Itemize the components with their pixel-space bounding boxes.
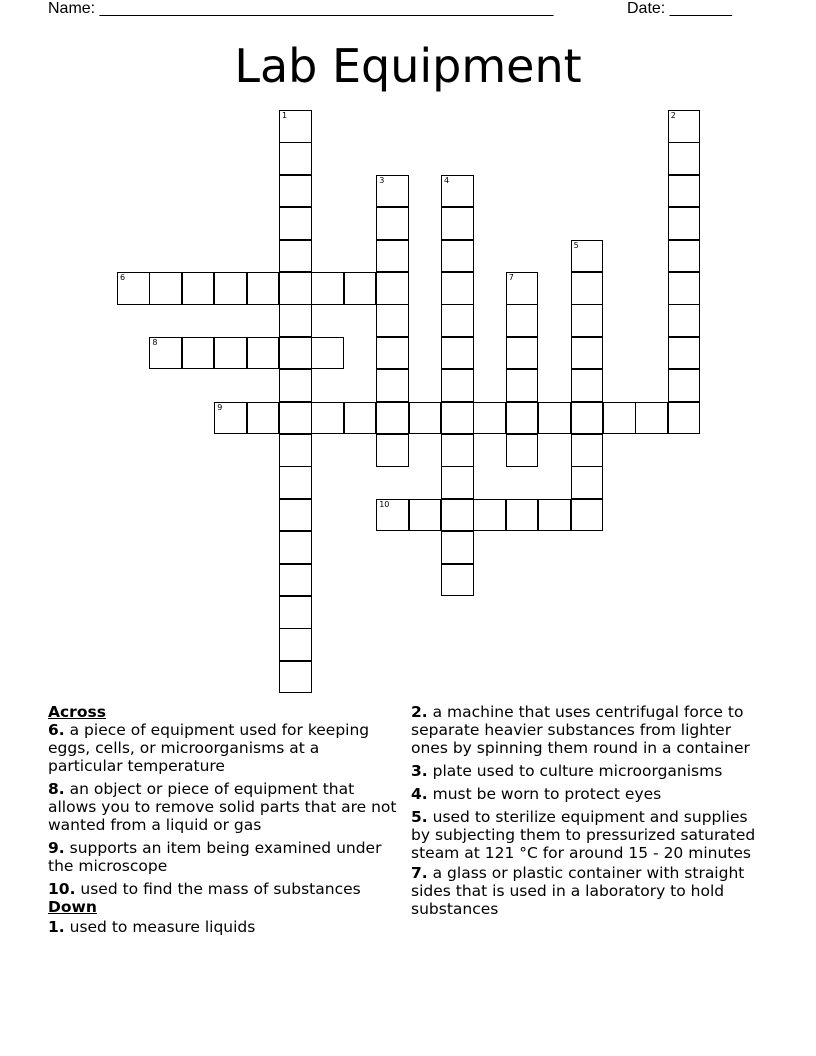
cell-number: 2 bbox=[670, 111, 676, 120]
grid-cell[interactable] bbox=[247, 402, 280, 435]
grid-cell[interactable] bbox=[311, 272, 344, 305]
clue-text: supports an item being examined under the microscope bbox=[48, 839, 382, 875]
grid-cell[interactable] bbox=[149, 337, 182, 370]
grid-cell[interactable] bbox=[441, 369, 474, 402]
grid-cell[interactable] bbox=[603, 402, 636, 435]
grid-cell[interactable] bbox=[668, 304, 701, 337]
grid-cell[interactable] bbox=[279, 207, 312, 240]
grid-cell[interactable] bbox=[344, 272, 377, 305]
grid-cell[interactable] bbox=[441, 304, 474, 337]
grid-cell[interactable] bbox=[117, 272, 150, 305]
clue-text: a piece of equipment used for keeping eggs, cells, or microorganisms at a particular temperature bbox=[48, 721, 370, 775]
grid-cell[interactable] bbox=[279, 466, 312, 499]
grid-cell[interactable] bbox=[344, 402, 377, 435]
grid-cell[interactable] bbox=[506, 272, 539, 305]
grid-cell[interactable] bbox=[279, 628, 312, 661]
grid-cell[interactable] bbox=[376, 499, 409, 532]
clue-across-6 bbox=[48, 721, 398, 775]
grid-cell[interactable] bbox=[279, 596, 312, 629]
cell-number: 9 bbox=[217, 402, 223, 412]
clue-text: an object or piece of equipment that allows you to remove solid parts that are not wanted from a liquid or gas bbox=[48, 780, 397, 834]
grid-cell[interactable] bbox=[441, 175, 474, 208]
grid-cell[interactable] bbox=[182, 272, 215, 305]
cell-number: 7 bbox=[508, 273, 514, 282]
grid-cell[interactable] bbox=[506, 337, 539, 370]
grid-cell[interactable] bbox=[279, 272, 312, 305]
grid-cell[interactable] bbox=[506, 369, 539, 402]
grid-cell[interactable] bbox=[279, 175, 312, 208]
grid-cell[interactable] bbox=[571, 240, 604, 273]
grid-cell[interactable] bbox=[376, 402, 409, 435]
clue-number: 1. bbox=[48, 918, 65, 936]
cell-number: 1 bbox=[282, 111, 288, 120]
grid-cell[interactable] bbox=[668, 337, 701, 370]
grid-cell[interactable] bbox=[409, 499, 442, 532]
grid-cell[interactable] bbox=[571, 499, 604, 532]
cell-number: 4 bbox=[444, 175, 450, 185]
grid-cell[interactable] bbox=[538, 402, 571, 435]
grid-cell[interactable] bbox=[376, 369, 409, 402]
grid-cell[interactable] bbox=[247, 272, 280, 305]
clue-number: 2. bbox=[411, 703, 428, 721]
grid-cell[interactable] bbox=[279, 531, 312, 564]
grid-cell[interactable] bbox=[668, 110, 701, 143]
grid-cell[interactable] bbox=[376, 434, 409, 467]
grid-cell[interactable] bbox=[571, 337, 604, 370]
grid-cell[interactable] bbox=[441, 337, 474, 370]
grid-cell[interactable] bbox=[441, 434, 474, 467]
grid-cell[interactable] bbox=[376, 272, 409, 305]
grid-cell[interactable] bbox=[571, 466, 604, 499]
grid-cell[interactable] bbox=[409, 402, 442, 435]
clue-down-2 bbox=[411, 703, 771, 757]
grid-cell[interactable] bbox=[279, 564, 312, 597]
clue-number: 6. bbox=[48, 721, 65, 739]
grid-cell[interactable] bbox=[571, 369, 604, 402]
grid-cell[interactable] bbox=[473, 402, 506, 435]
cell-number: 5 bbox=[573, 240, 579, 250]
grid-cell[interactable] bbox=[279, 110, 312, 143]
grid-cell[interactable] bbox=[247, 337, 280, 370]
clue-text: used to sterilize equipment and supplies by subjecting them to pressurized saturated steam at 121 °C for around 15 - 20 minutes bbox=[411, 808, 756, 862]
grid-cell[interactable] bbox=[311, 337, 344, 370]
grid-cell[interactable] bbox=[376, 175, 409, 208]
grid-cell[interactable] bbox=[668, 272, 701, 305]
grid-cell[interactable] bbox=[279, 402, 312, 435]
clue-text: used to find the mass of substances bbox=[80, 880, 361, 898]
clue-across-8 bbox=[48, 780, 398, 834]
grid-cell[interactable] bbox=[279, 304, 312, 337]
grid-cell[interactable] bbox=[506, 402, 539, 435]
clue-text: a glass or plastic container with straight sides that is used in a laboratory to hold substances bbox=[411, 864, 745, 918]
grid-cell[interactable] bbox=[311, 402, 344, 435]
grid-cell[interactable] bbox=[182, 337, 215, 370]
grid-cell[interactable] bbox=[635, 402, 668, 435]
cell-number: 6 bbox=[120, 273, 126, 282]
clue-number: 9. bbox=[48, 839, 65, 857]
clue-down-1 bbox=[48, 918, 398, 936]
clue-number: 5. bbox=[411, 808, 428, 826]
name-field-label: Name: ___________________________________________________ bbox=[48, 0, 554, 17]
clue-down-3 bbox=[411, 762, 771, 780]
grid-cell[interactable] bbox=[668, 207, 701, 240]
grid-cell[interactable] bbox=[441, 402, 474, 435]
grid-cell[interactable] bbox=[571, 272, 604, 305]
grid-cell[interactable] bbox=[441, 564, 474, 597]
page-title: Lab Equipment bbox=[234, 39, 582, 93]
grid-cell[interactable] bbox=[149, 272, 182, 305]
grid-cell[interactable] bbox=[279, 661, 312, 694]
grid-cell[interactable] bbox=[538, 499, 571, 532]
grid-cell[interactable] bbox=[279, 240, 312, 273]
clue-text: used to measure liquids bbox=[69, 918, 256, 936]
clue-text: must be worn to protect eyes bbox=[432, 785, 662, 803]
grid-cell[interactable] bbox=[668, 369, 701, 402]
grid-cell[interactable] bbox=[506, 499, 539, 532]
down-heading: Down bbox=[48, 898, 97, 916]
clue-text: a machine that uses centrifugal force to separate heavier substances from lighter ones by spinning them round in a container bbox=[411, 703, 750, 757]
grid-cell[interactable] bbox=[473, 499, 506, 532]
grid-cell[interactable] bbox=[441, 531, 474, 564]
clue-across-9 bbox=[48, 839, 398, 875]
grid-cell[interactable] bbox=[214, 337, 247, 370]
clue-number: 7. bbox=[411, 864, 428, 882]
grid-cell[interactable] bbox=[279, 142, 312, 175]
grid-cell[interactable] bbox=[214, 272, 247, 305]
clue-number: 3. bbox=[411, 762, 428, 780]
grid-cell[interactable] bbox=[571, 434, 604, 467]
grid-cell[interactable] bbox=[279, 499, 312, 532]
grid-cell[interactable] bbox=[506, 304, 539, 337]
grid-cell[interactable] bbox=[376, 304, 409, 337]
clue-down-5 bbox=[411, 808, 771, 862]
cell-number: 8 bbox=[152, 337, 158, 347]
clue-number: 10. bbox=[48, 880, 76, 898]
grid-cell[interactable] bbox=[441, 499, 474, 532]
cell-number: 3 bbox=[379, 175, 385, 185]
grid-cell[interactable] bbox=[279, 434, 312, 467]
grid-cell[interactable] bbox=[376, 240, 409, 273]
grid-cell[interactable] bbox=[441, 466, 474, 499]
clues-column-right bbox=[411, 703, 771, 923]
grid-cell[interactable] bbox=[668, 142, 701, 175]
grid-cell[interactable] bbox=[214, 402, 247, 435]
grid-cell[interactable] bbox=[376, 207, 409, 240]
grid-cell[interactable] bbox=[668, 175, 701, 208]
grid-cell[interactable] bbox=[279, 369, 312, 402]
clue-number: 8. bbox=[48, 780, 65, 798]
grid-cell[interactable] bbox=[441, 272, 474, 305]
grid-cell[interactable] bbox=[571, 402, 604, 435]
grid-cell[interactable] bbox=[441, 240, 474, 273]
grid-cell[interactable] bbox=[279, 337, 312, 370]
clue-across-10 bbox=[48, 880, 398, 898]
clue-text: plate used to culture microorganisms bbox=[432, 762, 723, 780]
clue-down-7 bbox=[411, 864, 771, 918]
grid-cell[interactable] bbox=[571, 304, 604, 337]
cell-number: 10 bbox=[379, 499, 390, 509]
grid-cell[interactable] bbox=[668, 240, 701, 273]
date-field-label: Date: _______ bbox=[627, 0, 732, 17]
clues-column-left bbox=[48, 703, 398, 941]
grid-cell[interactable] bbox=[506, 434, 539, 467]
clue-down-4 bbox=[411, 785, 771, 803]
grid-cell[interactable] bbox=[376, 337, 409, 370]
grid-cell[interactable] bbox=[441, 207, 474, 240]
grid-cell[interactable] bbox=[668, 402, 701, 435]
clue-number: 4. bbox=[411, 785, 428, 803]
across-heading: Across bbox=[48, 703, 106, 721]
